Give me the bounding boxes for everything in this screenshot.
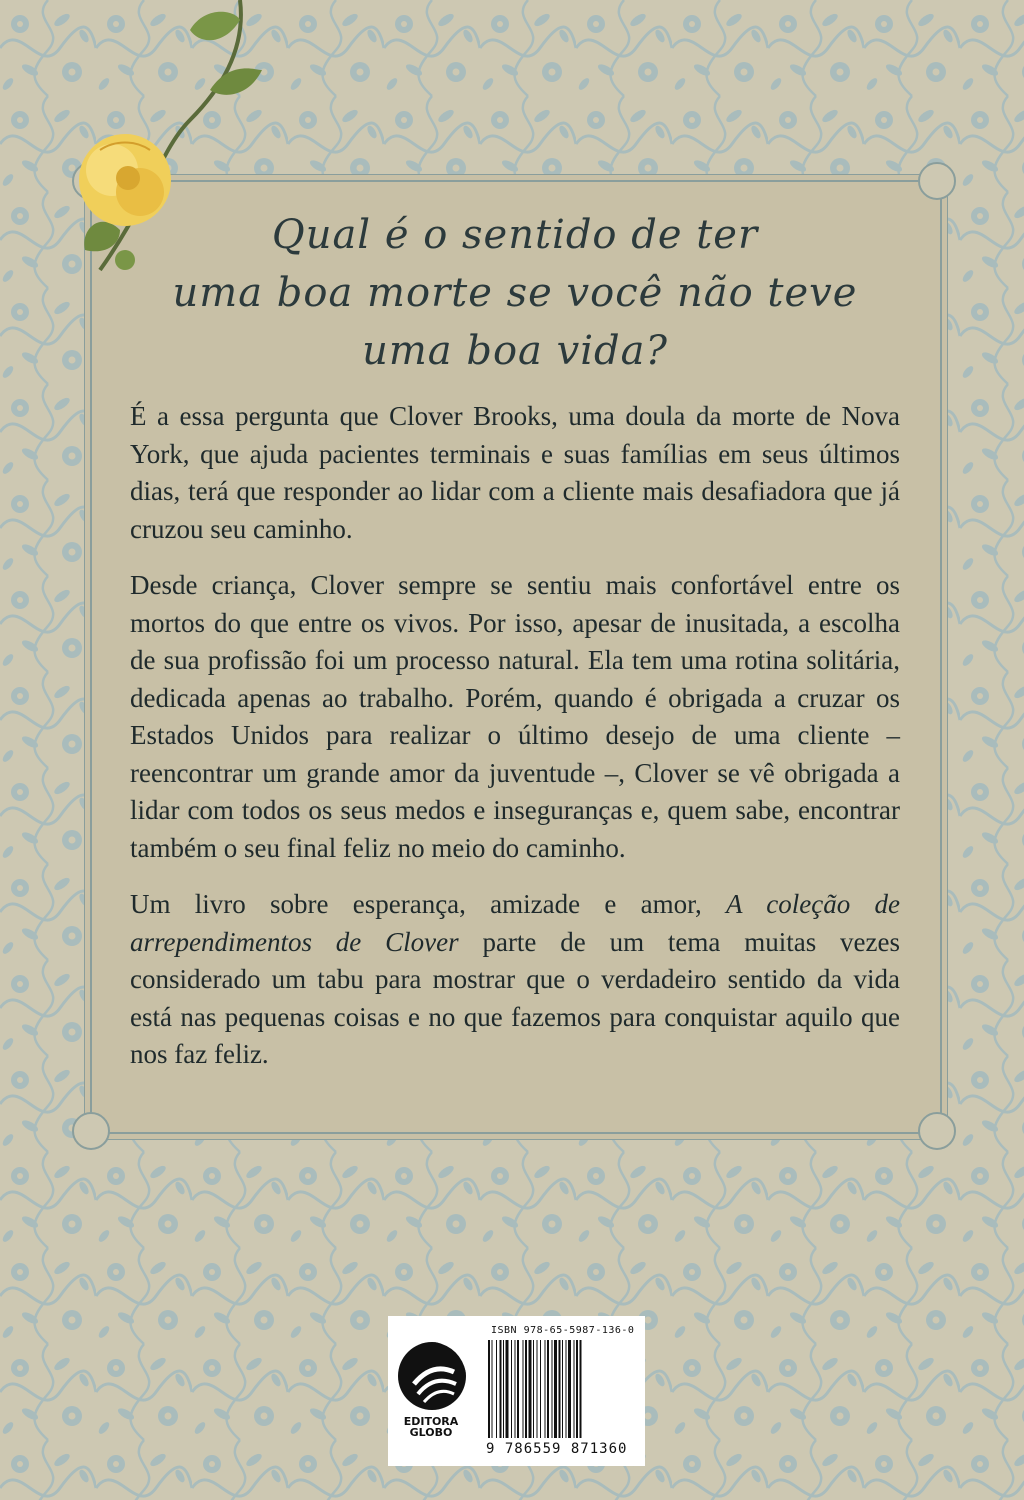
paragraph-closing [130,886,900,1074]
panel-content [130,206,900,1093]
editora-globo-logo [392,1332,472,1422]
headline-line: Qual é o sentido de ter [271,212,759,258]
panel-corner [918,162,956,200]
paragraph-story: Desde criança, Clover sempre se sentiu mais confortável entre os mortos do que entre os vivos. Por isso, apesar de inusitada, a escolha de sua profissão foi um processo natural. Ela tem uma rotina solitária, dedicada apenas ao trabalho. Porém, quando é obrigada a cruzar os Estados Unidos para realizar o último desejo de uma cliente – reencontrar um grande amor da juventude –, Clover se vê obrigada a lidar com todos os seus medos e inseguranças e, quem sabe, encontrar também o seu final feliz no meio do caminho. [130,570,900,863]
barcode-number: 9 786559 871360 [486,1441,628,1457]
isbn-label: ISBN 978-65-5987-136-0 [491,1325,635,1336]
book-title: A coleção de arrependimentos de Clover [130,889,900,957]
paragraph-intro: É a essa pergunta que Clover Brooks, uma doula da morte de Nova York, que ajuda pacientes terminais e suas famílias em seus últimos dias, terá que responder ao lidar com a cliente mais desafiadora que já cruzou seu caminho. [130,401,900,544]
panel-corner [72,1112,110,1150]
headline-line: uma boa vida? [362,328,668,374]
closing-text-start: Um livro sobre esperança, amizade e amor, [130,889,727,919]
publisher-name-line: GLOBO [409,1426,453,1439]
headline-question [130,206,900,380]
headline-line: uma boa morte se você não teve [172,270,858,316]
panel-corner [918,1112,956,1150]
closing-text-end: parte de um tema muitas vezes considerado um tabu para mostrar que o verdadeiro sentido da vida está nas pequenas coisas e no que fazemos para conquistar aquilo que nos faz feliz. [130,926,900,1069]
barcode-panel [388,1316,645,1466]
publisher-name-line: EDITORA [403,1415,459,1428]
publisher-name [396,1416,466,1438]
barcode-bars [486,1340,636,1440]
